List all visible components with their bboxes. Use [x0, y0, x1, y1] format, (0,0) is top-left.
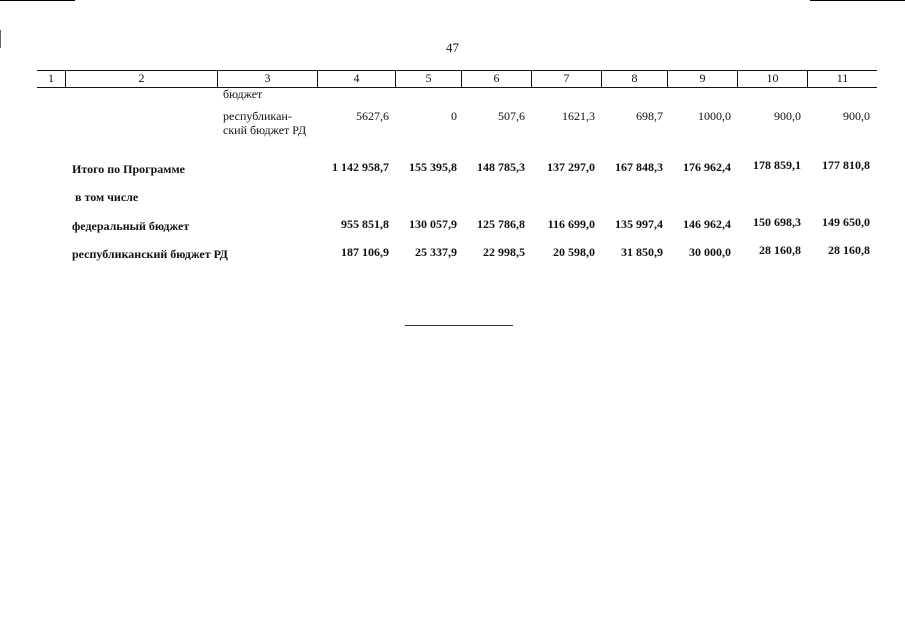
- republic-value-2: 25 337,9: [415, 245, 457, 259]
- header-col-7: 7: [531, 71, 601, 87]
- header-col-8: 8: [601, 71, 667, 87]
- total-value-2: 155 395,8: [409, 160, 457, 174]
- including-label: в том числе: [75, 190, 139, 204]
- header-col-3: 3: [217, 71, 317, 87]
- total-label: Итого по Программе: [72, 162, 185, 176]
- republic-budget-sub-value-5: 698,7: [636, 109, 663, 123]
- header-col-10: 10: [737, 71, 807, 87]
- republic-value-7: 28 160,8: [759, 243, 801, 257]
- federal-value-1: 955 851,8: [341, 217, 389, 231]
- republic-value-8: 28 160,8: [828, 243, 870, 257]
- federal-value-3: 125 786,8: [477, 217, 525, 231]
- republic-value-1: 187 106,9: [341, 245, 389, 259]
- continued-budget-label: бюджет: [223, 87, 263, 101]
- header-col-6: 6: [461, 71, 531, 87]
- header-col-11: 11: [807, 71, 877, 87]
- federal-value-4: 116 699,0: [547, 217, 595, 231]
- table-header: [37, 70, 877, 88]
- republic-budget-sub-value-3: 507,6: [498, 109, 525, 123]
- republic-value-4: 20 598,0: [553, 245, 595, 259]
- republic-budget-sub-value-6: 1000,0: [698, 109, 731, 123]
- republic-label: республиканский бюджет РД: [72, 247, 228, 261]
- page-number: 47: [446, 40, 459, 55]
- header-col-4: 4: [317, 71, 395, 87]
- federal-label: федеральный бюджет: [72, 219, 190, 233]
- republic-budget-sub-value-8: 900,0: [843, 109, 870, 123]
- republic-budget-sub-value-7: 900,0: [774, 109, 801, 123]
- federal-value-7: 150 698,3: [753, 215, 801, 229]
- header-col-1: 1: [48, 71, 54, 85]
- total-value-6: 176 962,4: [683, 160, 731, 174]
- scan-edge-mark-left: [0, 0, 75, 1]
- total-value-3: 148 785,3: [477, 160, 525, 174]
- republic-value-3: 22 998,5: [483, 245, 525, 259]
- republic-budget-sub-value-4: 1621,3: [562, 109, 595, 123]
- federal-value-8: 149 650,0: [822, 215, 870, 229]
- federal-value-6: 146 962,4: [683, 217, 731, 231]
- total-value-5: 167 848,3: [615, 160, 663, 174]
- federal-value-2: 130 057,9: [409, 217, 457, 231]
- republic-budget-sub-value-1: 5627,6: [356, 109, 389, 123]
- total-value-1: 1 142 958,7: [332, 160, 389, 174]
- scan-edge-mark-right: [810, 0, 905, 1]
- republic-budget-sub-value-2: 0: [451, 109, 457, 123]
- header-col-5: 5: [395, 71, 461, 87]
- federal-value-5: 135 997,4: [615, 217, 663, 231]
- total-value-7: 178 859,1: [753, 158, 801, 172]
- header-col-2: 2: [65, 71, 217, 87]
- header-col-9: 9: [667, 71, 737, 87]
- total-value-8: 177 810,8: [822, 158, 870, 172]
- total-value-4: 137 297,0: [547, 160, 595, 174]
- republic-value-5: 31 850,9: [621, 245, 663, 259]
- bottom-separator-line: [405, 325, 513, 326]
- republic-budget-sub-label: республикан-ский бюджет РД: [223, 109, 307, 137]
- republic-value-6: 30 000,0: [689, 245, 731, 259]
